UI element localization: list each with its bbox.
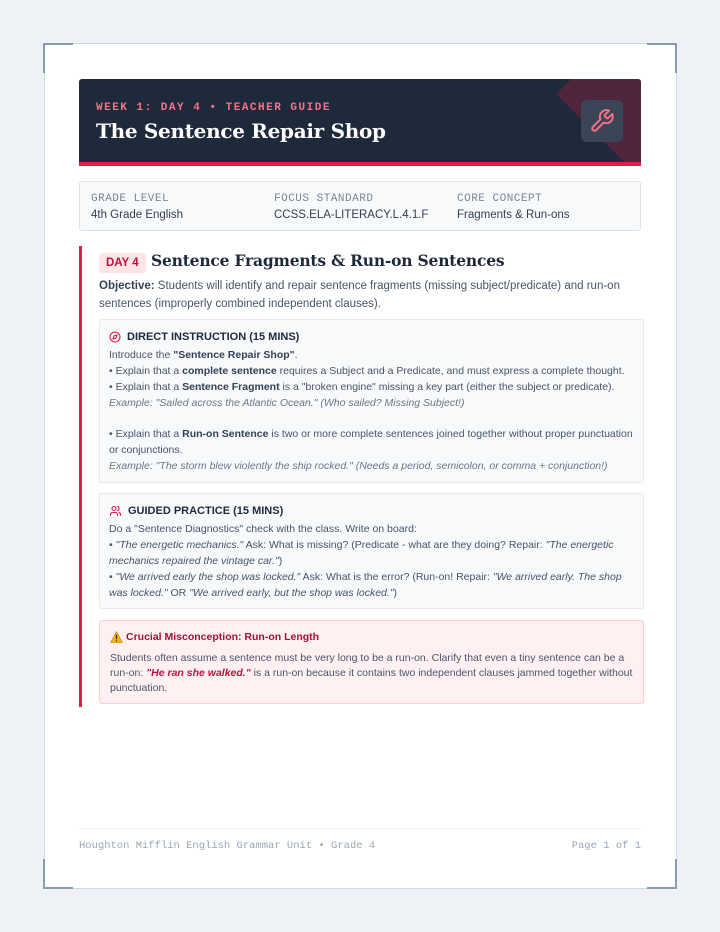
guided-item-2 xyxy=(109,569,634,601)
compass-icon xyxy=(109,331,121,343)
text-run: requires a Subject and a Predicate, and must express a complete thought. xyxy=(276,365,625,377)
page-title: The Sentence Repair Shop xyxy=(96,119,386,143)
bullet: • xyxy=(109,539,116,551)
guided-practice-body xyxy=(109,521,634,601)
repair-sentence: "We arrived early. The shop was locked." xyxy=(109,571,622,599)
corner-mark-bottom-left xyxy=(43,859,73,889)
direct-intro xyxy=(109,347,634,363)
board-sentence: "The energetic mechanics." xyxy=(115,539,244,551)
text-run: . xyxy=(294,349,298,361)
direct-instruction-body xyxy=(109,347,634,474)
board-sentence: "We arrived early the shop was locked." xyxy=(115,571,301,583)
meta-core-concept xyxy=(457,193,570,221)
users-icon xyxy=(109,505,122,517)
lesson-section xyxy=(79,246,641,707)
text-bold: Sentence Fragment xyxy=(182,381,280,393)
repair-sentence: "We arrived early, but the shop was locked." xyxy=(189,587,394,599)
guided-item-1 xyxy=(109,537,634,569)
misconception-callout xyxy=(99,620,644,704)
objective-label: Objective: xyxy=(99,280,155,292)
guided-intro: Do a "Sentence Diagnostics" check with the class. Write on board: xyxy=(109,523,417,535)
bullet: • xyxy=(109,571,116,583)
text-run: is a "broken engine" missing a key part (either the subject or predicate). xyxy=(279,381,615,393)
misconception-body xyxy=(110,651,633,696)
meta-value: Fragments & Run-ons xyxy=(457,209,570,221)
bullet-run-on xyxy=(109,426,634,458)
corner-mark-top-left xyxy=(43,43,73,73)
meta-label: GRADE LEVEL xyxy=(91,193,170,205)
meta-value: CCSS.ELA-LITERACY.L.4.1.F xyxy=(274,209,429,221)
text-bold: "Sentence Repair Shop" xyxy=(173,349,295,361)
text-run: • Explain that a xyxy=(109,428,183,440)
footer-source: Houghton Mifflin English Grammar Unit • Grade 4 xyxy=(79,840,376,852)
text-run: ) xyxy=(278,555,283,567)
meta-grade-level xyxy=(91,193,183,221)
fragment-example: Example: "Sailed across the Atlantic Ocean." (Who sailed? Missing Subject!) xyxy=(109,397,465,409)
text-run: Ask: What is missing? (Predicate - what are they doing? Repair: xyxy=(243,539,546,551)
direct-instruction-card xyxy=(99,319,644,483)
direct-instruction-heading: DIRECT INSTRUCTION (15 MINS) xyxy=(127,331,300,343)
run-on-quote: "He ran she walked." xyxy=(146,667,251,679)
warning-icon xyxy=(110,631,123,643)
text-run: Students often assume a sentence must be very long to be a run-on. Clarify that even a tiny sentence can be a run-on: xyxy=(110,652,625,679)
text-run: OR xyxy=(167,587,190,599)
run-on-example: Example: "The storm blew violently the ship rocked." (Needs a period, semicolon, or comma + conjunction!) xyxy=(109,460,608,472)
header-banner xyxy=(79,79,641,166)
meta-focus-standard xyxy=(274,193,428,221)
meta-value: 4th Grade English xyxy=(91,209,184,221)
guided-practice-heading: GUIDED PRACTICE (15 MINS) xyxy=(128,505,284,517)
text-bold: complete sentence xyxy=(182,365,277,377)
direct-instruction-header xyxy=(109,329,634,345)
meta-label: CORE CONCEPT xyxy=(457,193,543,205)
corner-mark-top-right xyxy=(647,43,677,73)
text-run: • Explain that a xyxy=(109,381,183,393)
text-run: is a run-on because it contains two independent clauses jammed together without punctuation. xyxy=(110,667,633,694)
bullet-complete-sentence xyxy=(109,363,634,379)
objective-text xyxy=(99,278,629,313)
footer-divider xyxy=(79,828,641,829)
guided-practice-header xyxy=(109,503,634,519)
lesson-meta-bar xyxy=(79,181,641,231)
spacer xyxy=(109,411,634,426)
repair-sentence: "The energetic mechanics repaired the vintage car." xyxy=(109,539,614,567)
misconception-header xyxy=(110,631,633,643)
misconception-heading: Crucial Misconception: Run-on Length xyxy=(126,631,320,643)
corner-mark-bottom-right xyxy=(647,859,677,889)
page-number: Page 1 of 1 xyxy=(571,840,641,852)
lesson-title: Sentence Fragments & Run-on Sentences xyxy=(151,251,505,270)
header-eyebrow: WEEK 1: DAY 4 • TEACHER GUIDE xyxy=(96,102,331,114)
text-run: Introduce the xyxy=(109,349,174,361)
guided-practice-card xyxy=(99,493,644,609)
text-run: Ask: What is the error? (Run-on! Repair: xyxy=(300,571,493,583)
wrench-icon xyxy=(581,100,623,142)
day-badge: DAY 4 xyxy=(99,253,146,273)
bullet-fragment xyxy=(109,379,634,395)
text-run: ) xyxy=(393,587,398,599)
objective-body: Students will identify and repair sentence fragments (missing subject/predicate) and run-on sentences (improperly combined independent clauses). xyxy=(99,280,620,310)
text-bold: Run-on Sentence xyxy=(182,428,269,440)
text-run: is two or more complete sentences joined together without proper punctuation or conjunctions. xyxy=(109,428,633,456)
meta-label: FOCUS STANDARD xyxy=(274,193,374,205)
text-run: • Explain that a xyxy=(109,365,183,377)
